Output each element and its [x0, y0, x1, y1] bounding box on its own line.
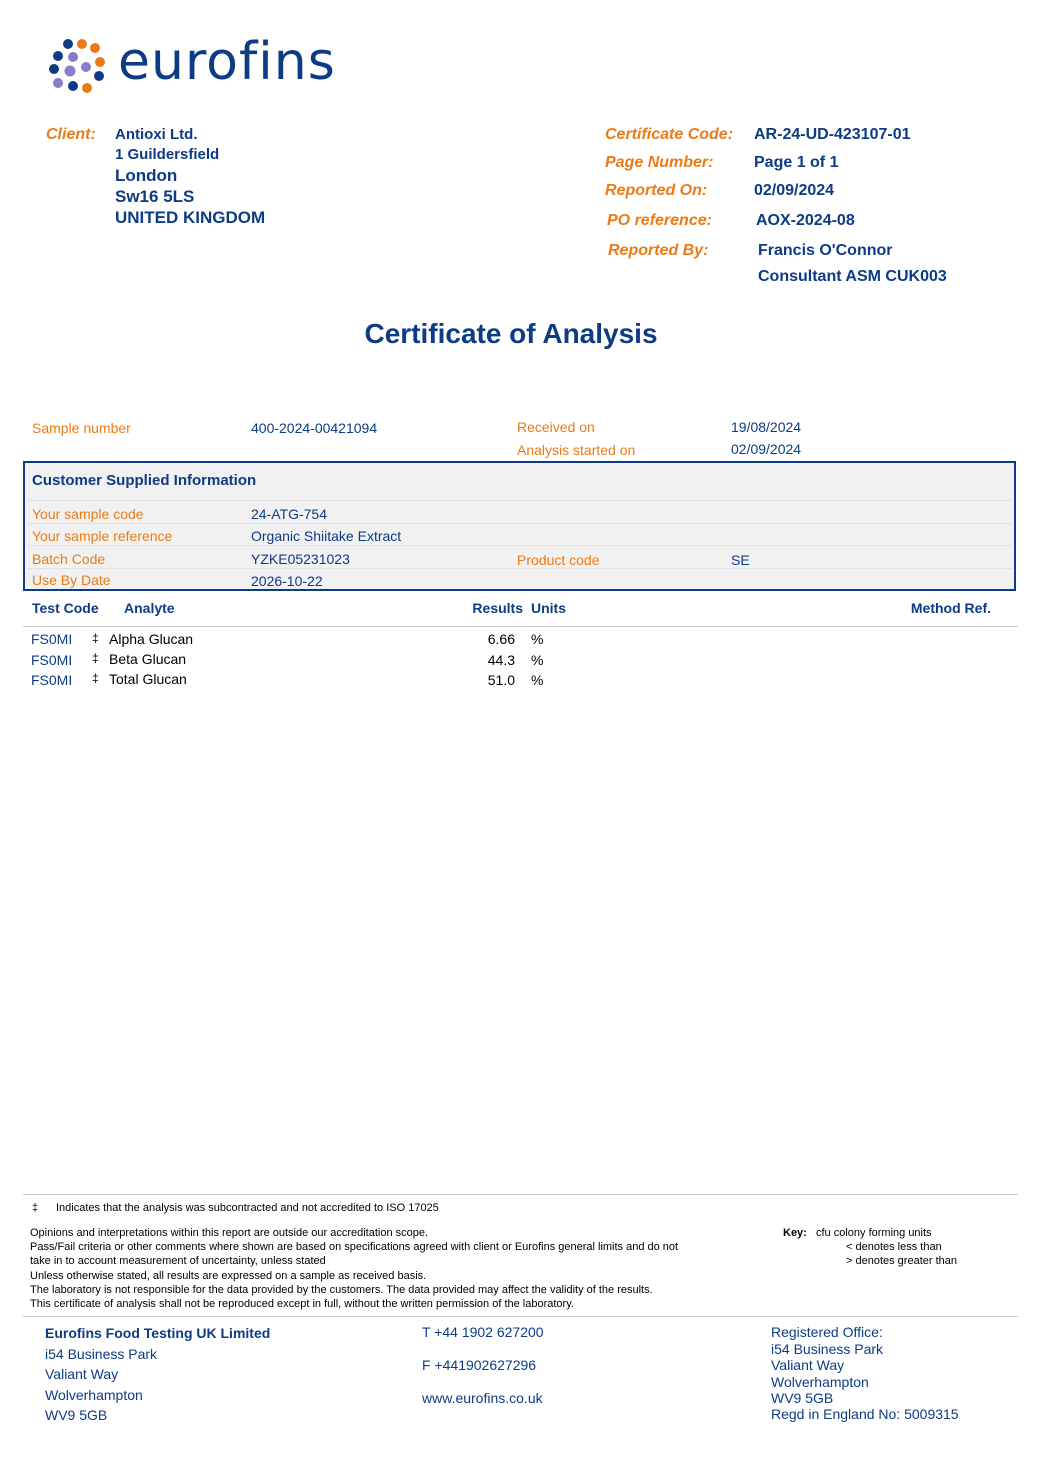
your-sample-reference: Organic Shiitake Extract [251, 528, 402, 544]
analysis-started: 02/09/2024 [731, 441, 802, 457]
subcontract-marker: ‡ [32, 1202, 39, 1214]
analysis-started-label: Analysis started on [517, 442, 636, 458]
registered-office-line: Regd in England No: 5009315 [771, 1406, 959, 1422]
analyte: Beta Glucan [109, 651, 187, 667]
sample-number: 400-2024-00421094 [251, 420, 378, 436]
footer-website-link[interactable]: www.eurofins.co.uk [422, 1390, 543, 1406]
client-postcode: Sw16 5LS [115, 187, 195, 206]
footer-address-line: WV9 5GB [45, 1407, 108, 1423]
registered-office-line: Wolverhampton [771, 1374, 869, 1390]
reported-on-label: Reported On: [605, 182, 708, 199]
disclaimer-line: Pass/Fail criteria or other comments where shown are based on specifications agreed with client or Eurofins general limits and do not [30, 1241, 679, 1253]
result-unit: % [531, 672, 544, 688]
subcontract-note: Indicates that the analysis was subcontracted and not accredited to ISO 17025 [56, 1202, 439, 1214]
notes-divider [23, 1194, 1018, 1195]
po-reference-label: PO reference: [607, 212, 712, 229]
po-reference: AOX-2024-08 [756, 212, 855, 229]
reported-by-name: Francis O'Connor [758, 242, 893, 259]
reported-on: 02/09/2024 [754, 182, 835, 199]
client-country: UNITED KINGDOM [115, 208, 266, 227]
product-code: SE [731, 552, 750, 568]
reported-by-title: Consultant ASM CUK003 [758, 268, 947, 285]
key-line: < denotes less than [846, 1241, 942, 1253]
divider [27, 545, 1012, 546]
use-by-date-label: Use By Date [32, 572, 111, 588]
footer-address-line: Wolverhampton [45, 1387, 143, 1403]
received-on: 19/08/2024 [731, 419, 802, 435]
analyte: Alpha Glucan [109, 631, 194, 647]
test-code: FS0MI [31, 652, 73, 668]
received-on-label: Received on [517, 419, 595, 435]
footer-phone: T +44 1902 627200 [422, 1324, 544, 1340]
analyte: Total Glucan [109, 671, 187, 687]
eurofins-dots-icon [48, 38, 110, 96]
column-header-analyte: Analyte [124, 600, 175, 616]
subcontract-marker: ‡ [92, 631, 99, 645]
disclaimer-line: This certificate of analysis shall not be reproduced except in full, without the written permission of the laboratory. [30, 1298, 574, 1310]
your-sample-code: 24-ATG-754 [251, 506, 327, 522]
customer-info-heading: Customer Supplied Information [32, 472, 257, 489]
divider [27, 523, 1012, 524]
batch-code-label: Batch Code [32, 551, 106, 567]
page-number-label: Page Number: [605, 154, 714, 171]
result-value: 51.0 [487, 672, 515, 688]
disclaimer-line: The laboratory is not responsible for the data provided by the customers. The data provided may affect the validity of the results. [30, 1284, 653, 1296]
your-sample-code-label: Your sample code [32, 506, 144, 522]
key-line: > denotes greater than [846, 1255, 957, 1267]
registered-office-line: i54 Business Park [771, 1341, 884, 1357]
registered-office-line: Registered Office: [771, 1324, 883, 1340]
result-value: 6.66 [487, 631, 515, 647]
client-address-line: 1 Guildersfield [115, 146, 220, 163]
disclaimer-line: take in to account measurement of uncertainty, unless stated [30, 1255, 326, 1267]
subcontract-marker: ‡ [92, 651, 99, 665]
sample-number-label: Sample number [32, 420, 131, 436]
reported-by-label: Reported By: [608, 242, 709, 259]
column-header-method-ref: Method Ref. [910, 600, 991, 616]
brand-wordmark: eurofins [118, 32, 336, 92]
column-header-results: Results [472, 600, 523, 616]
key-label: Key: [783, 1227, 807, 1239]
footer-divider [23, 1316, 1018, 1317]
table-header-divider [23, 626, 1018, 627]
result-unit: % [531, 652, 544, 668]
batch-code: YZKE05231023 [251, 551, 350, 567]
divider [27, 500, 1012, 501]
column-header-units: Units [531, 600, 566, 616]
client-name: Antioxi Ltd. [115, 126, 198, 143]
certificate-code-label: Certificate Code: [605, 126, 734, 143]
client-label: Client: [46, 126, 96, 143]
disclaimer-line: Unless otherwise stated, all results are expressed on a sample as received basis. [30, 1270, 427, 1282]
result-unit: % [531, 631, 544, 647]
use-by-date: 2026-10-22 [251, 573, 323, 589]
footer-address-line: i54 Business Park [45, 1346, 158, 1362]
result-value: 44.3 [487, 652, 515, 668]
eurofins-logo [48, 32, 338, 96]
footer-company: Eurofins Food Testing UK Limited [45, 1325, 271, 1341]
page-title: Certificate of Analysis [364, 318, 658, 349]
client-city: London [115, 166, 178, 185]
product-code-label: Product code [517, 552, 600, 568]
divider [27, 568, 1012, 569]
your-sample-reference-label: Your sample reference [32, 528, 173, 544]
page-number: Page 1 of 1 [754, 154, 839, 171]
registered-office-line: WV9 5GB [771, 1390, 834, 1406]
test-code: FS0MI [31, 631, 73, 647]
certificate-code: AR-24-UD-423107-01 [754, 126, 911, 143]
footer-address-line: Valiant Way [45, 1366, 119, 1382]
test-code: FS0MI [31, 672, 73, 688]
disclaimer-line: Opinions and interpretations within this report are outside our accreditation scope. [30, 1227, 429, 1239]
footer-fax: F +441902627296 [422, 1357, 537, 1373]
subcontract-marker: ‡ [92, 671, 99, 685]
key-line: cfu colony forming units [816, 1227, 932, 1239]
registered-office-line: Valiant Way [771, 1357, 845, 1373]
column-header-test-code: Test Code [32, 600, 99, 616]
